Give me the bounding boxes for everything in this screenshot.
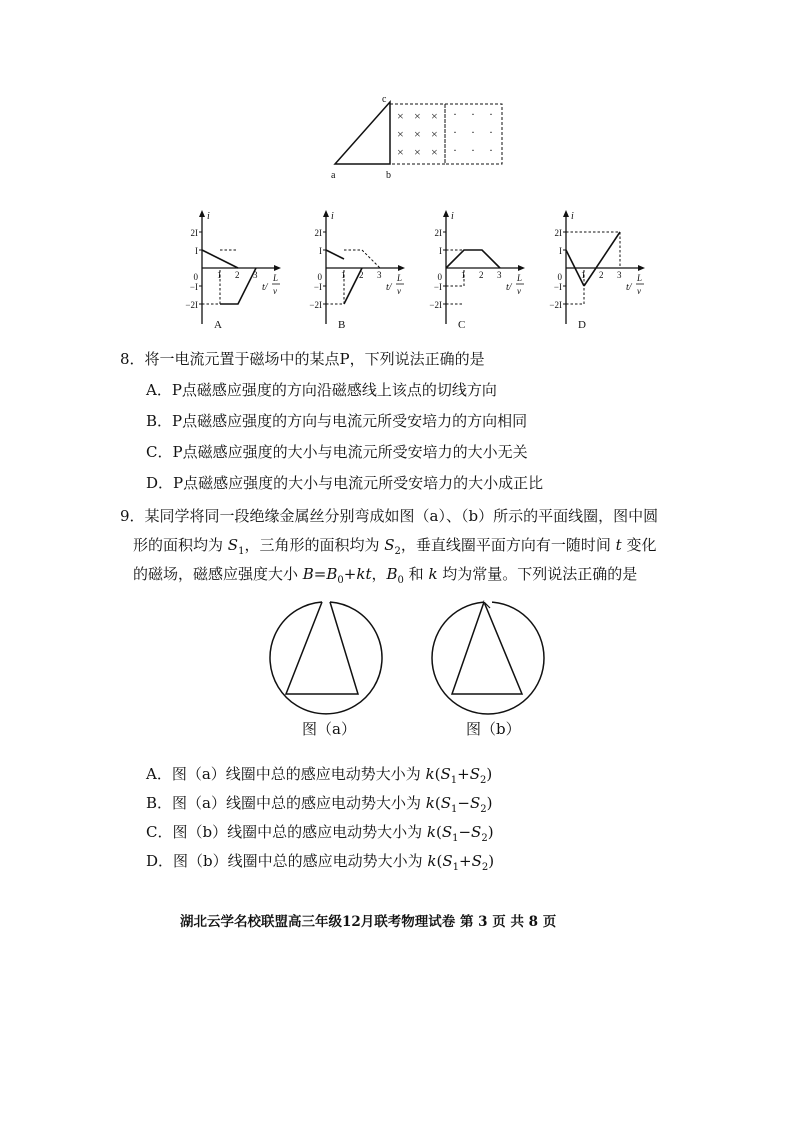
t-axis-label: t/ (506, 282, 512, 293)
x-tick-label: 2 (235, 270, 240, 280)
x-tick-label: 1 (341, 270, 346, 280)
option-text-part: S (469, 765, 481, 783)
text: 变化 (621, 536, 657, 554)
dot-symbol: · (471, 143, 475, 157)
dot-symbol: · (471, 125, 475, 139)
formula: B=B (302, 565, 338, 583)
y-axis-arrow (199, 210, 205, 217)
y-tick-label: −I (433, 282, 442, 292)
symbol-s2: S (384, 536, 395, 554)
x-tick-label: 1 (217, 270, 222, 280)
option-text-part: B．图（a）线圈中总的感应电动势大小为 (146, 794, 426, 812)
coil-figure-b (428, 598, 548, 718)
x-axis-arrow (638, 265, 645, 271)
dot-symbol: · (453, 143, 457, 157)
option-text-part: ) (486, 794, 493, 812)
figure-b-caption: 图（b） (466, 720, 521, 738)
dot-symbol: · (453, 107, 457, 121)
y-tick-label: −2I (549, 300, 562, 310)
question-9-option-b (146, 792, 492, 815)
option-text-part: 2 (481, 862, 489, 873)
option-text-part: k (426, 823, 436, 841)
y-tick-label: −2I (309, 300, 322, 310)
graph-letter: C (458, 319, 466, 331)
option-text-part: S (471, 852, 482, 870)
text: 的磁场，磁感应强度大小 (133, 565, 303, 583)
frac-num: L (637, 273, 643, 283)
question-8-option-c: C．P点磁感应强度的大小与电流元所受安培力的大小无关 (146, 443, 528, 461)
option-text-part: S (441, 823, 453, 841)
frac-den: v (397, 286, 401, 296)
graph-option-b (292, 202, 422, 334)
current-curve (446, 250, 500, 268)
y-tick-label: I (319, 246, 322, 256)
i-axis-label: i (451, 211, 454, 222)
x-tick-label: 3 (377, 270, 382, 280)
option-text-part: 1 (452, 833, 459, 844)
y-tick-label: 2I (554, 228, 562, 238)
question-8-option-d: D．P点磁感应强度的大小与电流元所受安培力的大小成正比 (146, 474, 544, 492)
y-axis-arrow (323, 210, 329, 217)
graph-option-a (168, 202, 298, 334)
x-tick-label: 1 (461, 270, 466, 280)
y-axis-arrow (443, 210, 449, 217)
y-axis-arrow (563, 210, 569, 217)
sub: 2 (394, 546, 401, 557)
y-tick-label: 0 (317, 272, 322, 282)
page-footer: 湖北云学名校联盟高三年级12月联考物理试卷 第 3 页 共 8 页 (180, 914, 557, 930)
option-text-part: 2 (480, 775, 487, 786)
symbol-t: t (615, 536, 622, 554)
option-text-part: − (458, 823, 472, 841)
coil-circle-a (270, 602, 382, 714)
question-8-option-b: B．P点磁感应强度的方向与电流元所受安培力的方向相同 (146, 412, 528, 430)
field-into-page-crosses (397, 109, 438, 159)
figure-a-caption: 图（a） (302, 720, 356, 738)
y-tick-label: 2I (190, 228, 198, 238)
frac-num: L (273, 273, 279, 283)
i-axis-label: i (571, 211, 574, 222)
dot-symbol: · (471, 107, 475, 121)
dot-symbol: · (489, 125, 493, 139)
graph-option-c (412, 202, 542, 334)
option-text-part: k (425, 794, 435, 812)
i-axis-label: i (207, 211, 210, 222)
graph-letter: D (578, 319, 586, 331)
y-tick-label: 2I (314, 228, 322, 238)
cross-symbol: × (397, 127, 404, 141)
option-text-part: S (442, 852, 453, 870)
vertex-c: c (382, 94, 387, 105)
cross-symbol: × (414, 127, 421, 141)
graph-option-d (532, 202, 662, 334)
option-text-part: ( (434, 765, 441, 783)
coil-figure-a (266, 598, 386, 718)
y-tick-label: −2I (185, 300, 198, 310)
i-axis-label: i (331, 211, 334, 222)
text: 形的面积均为 (133, 536, 228, 554)
option-text-part: 1 (452, 862, 460, 873)
x-tick-label: 3 (253, 270, 258, 280)
x-tick-label: 3 (497, 270, 502, 280)
text: 和 (403, 565, 429, 583)
question-8-option-a: A．P点磁感应强度的方向沿磁感线上该点的切线方向 (146, 381, 497, 399)
cross-symbol: × (414, 145, 421, 159)
frac-num: L (517, 273, 523, 283)
option-text-part: ( (436, 852, 443, 870)
sub: 0 (337, 575, 344, 586)
cross-symbol: × (397, 109, 404, 123)
option-text-part: k (425, 765, 435, 783)
current-curve (326, 250, 344, 259)
symbol-k: k (428, 565, 438, 583)
option-text-part: − (457, 794, 470, 812)
cross-symbol: × (431, 145, 438, 159)
cross-symbol: × (431, 127, 438, 141)
text: ，垂直线圈平面方向有一随时间 (400, 536, 616, 554)
sub: 0 (397, 575, 404, 586)
option-text-part: + (457, 765, 470, 783)
option-text-part: C．图（b）线圈中总的感应电动势大小为 (146, 823, 427, 841)
option-text-part: D．图（b）线圈中总的感应电动势大小为 (146, 852, 428, 870)
text: ， (371, 565, 387, 583)
option-text-part: ) (487, 823, 494, 841)
question-9-option-a (146, 763, 492, 786)
option-text-part: 2 (481, 833, 488, 844)
coil-circle-b (432, 602, 544, 714)
symbol-s1: S (227, 536, 239, 554)
frac-den: v (517, 286, 521, 296)
text: ，三角形的面积均为 (244, 536, 385, 554)
y-tick-label: I (559, 246, 562, 256)
y-tick-label: 0 (193, 272, 198, 282)
y-tick-label: I (439, 246, 442, 256)
option-text-part: ) (486, 765, 493, 783)
frac-num: L (397, 273, 403, 283)
dot-symbol: · (453, 125, 457, 139)
x-tick-label: 2 (359, 270, 364, 280)
option-text-part: S (471, 823, 482, 841)
triangle-loop (335, 102, 390, 164)
y-tick-label: −I (313, 282, 322, 292)
y-tick-label: −2I (429, 300, 442, 310)
x-axis-arrow (518, 265, 525, 271)
option-text-part: ( (435, 823, 442, 841)
field-out-of-page-dots (453, 107, 493, 157)
option-text-part: 1 (450, 775, 458, 786)
current-curve (202, 250, 238, 268)
coil-triangle-b (452, 602, 522, 694)
triangle-field-figure (320, 88, 520, 184)
current-curve (344, 268, 362, 304)
option-text-part: ) (488, 852, 495, 870)
question-8-stem: 8．将一电流元置于磁场中的某点P，下列说法正确的是 (120, 350, 485, 368)
option-text-part: 2 (480, 804, 487, 815)
question-9-stem-line1: 9．某同学将同一段绝缘金属丝分别弯成如图（a）、（b）所示的平面线圈，图中圆 (120, 507, 659, 525)
vertex-b: b (386, 170, 391, 181)
option-text-part: k (427, 852, 437, 870)
cross-symbol: × (431, 109, 438, 123)
x-axis-arrow (398, 265, 405, 271)
y-tick-label: −I (553, 282, 562, 292)
dot-symbol: · (489, 143, 493, 157)
graph-letter: B (338, 319, 346, 331)
t-axis-label: t/ (262, 282, 268, 293)
option-text-part: S (469, 794, 481, 812)
y-tick-label: 0 (557, 272, 562, 282)
graph-letter: A (214, 319, 222, 331)
x-tick-label: 1 (581, 270, 586, 280)
vertex-a: a (331, 170, 336, 181)
y-tick-label: 2I (434, 228, 442, 238)
option-text-part: 1 (450, 804, 458, 815)
option-text-part: S (440, 765, 451, 783)
t-axis-label: t/ (386, 282, 392, 293)
x-tick-label: 3 (617, 270, 622, 280)
frac-den: v (273, 286, 277, 296)
y-tick-label: I (195, 246, 198, 256)
option-text-part: + (459, 852, 472, 870)
option-text-part: A．图（a）线圈中总的感应电动势大小为 (146, 765, 426, 783)
question-9-stem-line3 (133, 559, 637, 596)
option-text-part: ( (434, 794, 441, 812)
x-tick-label: 2 (479, 270, 484, 280)
cross-symbol: × (414, 109, 421, 123)
guide-line (344, 250, 380, 268)
y-tick-label: 0 (437, 272, 442, 282)
symbol-b0: B (386, 565, 398, 583)
frac-den: v (637, 286, 641, 296)
y-tick-label: −I (189, 282, 198, 292)
coil-triangle-a (286, 602, 358, 694)
formula: +kt (343, 565, 372, 583)
x-axis-arrow (274, 265, 281, 271)
dot-symbol: · (489, 107, 493, 121)
option-text-part: S (440, 794, 451, 812)
cross-symbol: × (397, 145, 404, 159)
question-9-option-c (146, 821, 494, 844)
t-axis-label: t/ (626, 282, 632, 293)
sub: 1 (238, 546, 245, 557)
x-tick-label: 2 (599, 270, 604, 280)
question-9-option-d (146, 850, 494, 873)
text: 均为常量。下列说法正确的是 (437, 565, 638, 583)
